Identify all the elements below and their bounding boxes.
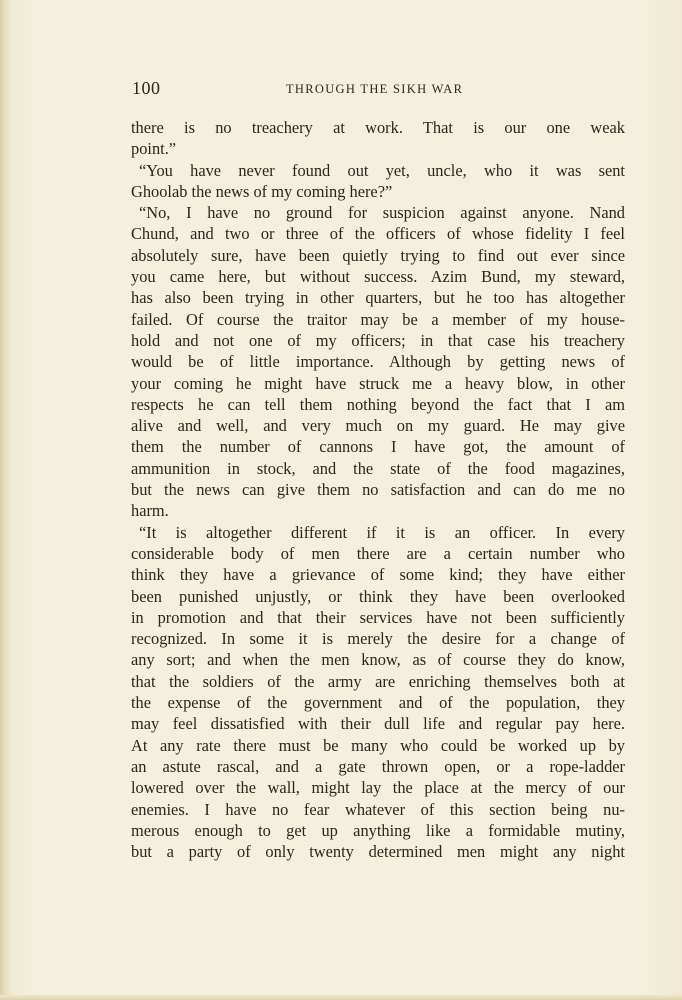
text-line: think they have a grievance of some kind; they have either: [131, 565, 625, 585]
text-line: you came here, but without success. Azim Bund, my steward,: [131, 267, 625, 287]
text-line: alive and well, and very much on my guard. He may give: [131, 416, 625, 436]
text-line: enemies. I have no fear whatever of this section being nu-: [131, 799, 625, 819]
page-header: [132, 78, 626, 102]
text-line: point.”: [131, 139, 177, 159]
text-line: has also been trying in other quarters, but he too has altogether: [131, 288, 625, 308]
text-line: hold and not one of my officers; in that case his treachery: [131, 330, 625, 350]
body-text: [131, 117, 625, 862]
bottom-edge: [0, 995, 682, 1000]
text-line: but the news can give them no satisfaction and can do me no: [131, 480, 625, 500]
text-line: considerable body of men there are a certain number who: [131, 543, 625, 563]
text-line: but a party of only twenty determined men might any night: [131, 842, 625, 862]
text-line: would be of little importance. Although by getting news of: [131, 352, 625, 372]
text-line: Chund, and two or three of the officers of whose fidelity I feel: [131, 224, 625, 244]
text-line: your coming he might have struck me a heavy blow, in other: [131, 373, 625, 393]
text-line: “No, I have no ground for suspicion against anyone. Nand: [139, 203, 625, 223]
text-line: that the soldiers of the army are enriching themselves both at: [131, 671, 625, 691]
text-line: merous enough to get up anything like a formidable mutiny,: [131, 820, 625, 840]
text-line: any sort; and when the men know, as of course they do know,: [131, 650, 625, 670]
text-line: recognized. In some it is merely the desire for a change of: [131, 629, 625, 649]
text-line: harm.: [131, 501, 169, 521]
text-line: in promotion and that their services have not been sufficiently: [131, 607, 625, 627]
text-line: ammunition in stock, and the state of the food magazines,: [131, 458, 625, 478]
text-line: respects he can tell them nothing beyond the fact that I am: [131, 394, 625, 414]
text-line: “You have never found out yet, uncle, who it was sent: [139, 160, 625, 180]
text-line: absolutely sure, have been quietly trying to find out ever since: [131, 245, 625, 265]
text-line: At any rate there must be many who could be worked up by: [131, 735, 625, 755]
text-line: failed. Of course the traitor may be a member of my house-: [131, 309, 625, 329]
page-number: 100: [132, 78, 161, 98]
text-line: there is no treachery at work. That is our one weak: [131, 118, 625, 137]
text-line: them the number of cannons I have got, the amount of: [131, 437, 625, 457]
binding-edge: [0, 0, 9, 1000]
text-line: the expense of the government and of the population, they: [131, 693, 625, 713]
text-line: may feel dissatisfied with their dull life and regular pay here.: [131, 714, 625, 734]
text-line: an astute rascal, and a gate thrown open, or a rope-ladder: [131, 756, 625, 776]
text-line: Ghoolab the news of my coming here?”: [131, 181, 393, 201]
text-line: been punished unjustly, or think they have been overlooked: [131, 586, 625, 606]
text-line: “It is altogether different if it is an officer. In every: [139, 522, 625, 542]
running-title: THROUGH THE SIKH WAR: [286, 82, 464, 96]
text-line: lowered over the wall, might lay the place at the mercy of our: [131, 778, 625, 798]
